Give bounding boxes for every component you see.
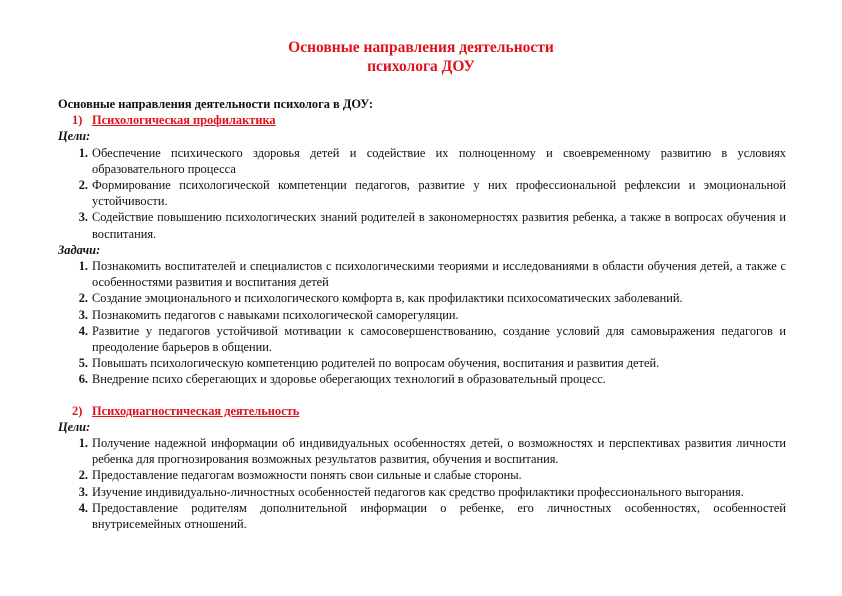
list-item: 1. Познакомить воспитателей и специалистов с психологическими теориями и исследованиями в области обучения детей, а также с особенностями развития и воспитания детей (78, 259, 786, 290)
tasks-label: Задачи: (58, 242, 101, 257)
goals-list (58, 435, 786, 532)
section-psychodiagnostics (58, 403, 786, 533)
section-title-text: Психодиагностическая деятельность (92, 403, 300, 418)
page-title-line-2: психолога ДОУ (367, 58, 475, 75)
page-title-line-1: Основные направления деятельности (288, 39, 554, 56)
list-item: 1. Обеспечение психического здоровья детей и содействие их полноценному и своевременному развитию в условиях образовательного процесса (78, 145, 786, 176)
section-title (72, 112, 786, 128)
section-number: 2) (72, 403, 83, 418)
goals-label: Цели: (58, 419, 91, 434)
list-item: 6. Внедрение психо сберегающих и здоровье оберегающих технологий в образовательный процесс. (78, 372, 606, 387)
list-item: 2. Формирование психологической компетенции педагогов, развитие у них профессиональной рефлексии и эмоциональной устойчивости. (78, 178, 786, 209)
section-spacer (58, 388, 786, 403)
section-number: 1) (72, 113, 83, 128)
intro-heading: Основные направления деятельности психолога в ДОУ: (58, 97, 374, 111)
goals-label: Цели: (58, 129, 91, 144)
list-item: 2. Создание эмоционального и психологического комфорта в, как профилактики психосоматических заболеваний. (78, 291, 683, 306)
list-item: 1. Получение надежной информации об индивидуальных особенностях детей, о возможностях и перспективах развития личности ребенка для прогнозирования возможных результатов развития, обучения и воспитания. (78, 436, 786, 467)
list-item: 4. Предоставление родителям дополнительной информации о ребенке, его личностных особенностях, особенностей внутрисемейных отношений. (78, 500, 786, 532)
list-item: 3. Содействие повышению психологических знаний родителей в закономерностях развития ребенка, а также в вопросах обучения и воспитания. (78, 210, 786, 241)
list-item: 5. Повышать психологическую компетенцию родителей по вопросам обучения, воспитания и развития детей. (78, 356, 660, 371)
list-item: 4. Развитие у педагогов устойчивой мотивации к самосовершенствованию, создание условий для самовыражения педагогов и преодоление барьеров в общении. (78, 323, 786, 355)
section-title-text: Психологическая профилактика (92, 113, 276, 128)
tasks-list (58, 258, 786, 388)
section-title (72, 403, 786, 419)
document-body (58, 96, 786, 532)
goals-list (58, 145, 786, 242)
section-prophylaxis (58, 112, 786, 387)
page-title (0, 38, 842, 76)
list-item: 2. Предоставление педагогам возможности понять свои сильные и слабые стороны. (78, 468, 522, 483)
list-item: 3. Изучение индивидуально-личностных особенностей педагогов как средство профилактики профессионального выгорания. (78, 484, 744, 499)
list-item: 3. Познакомить педагогов с навыками психологической саморегуляции. (78, 307, 459, 322)
